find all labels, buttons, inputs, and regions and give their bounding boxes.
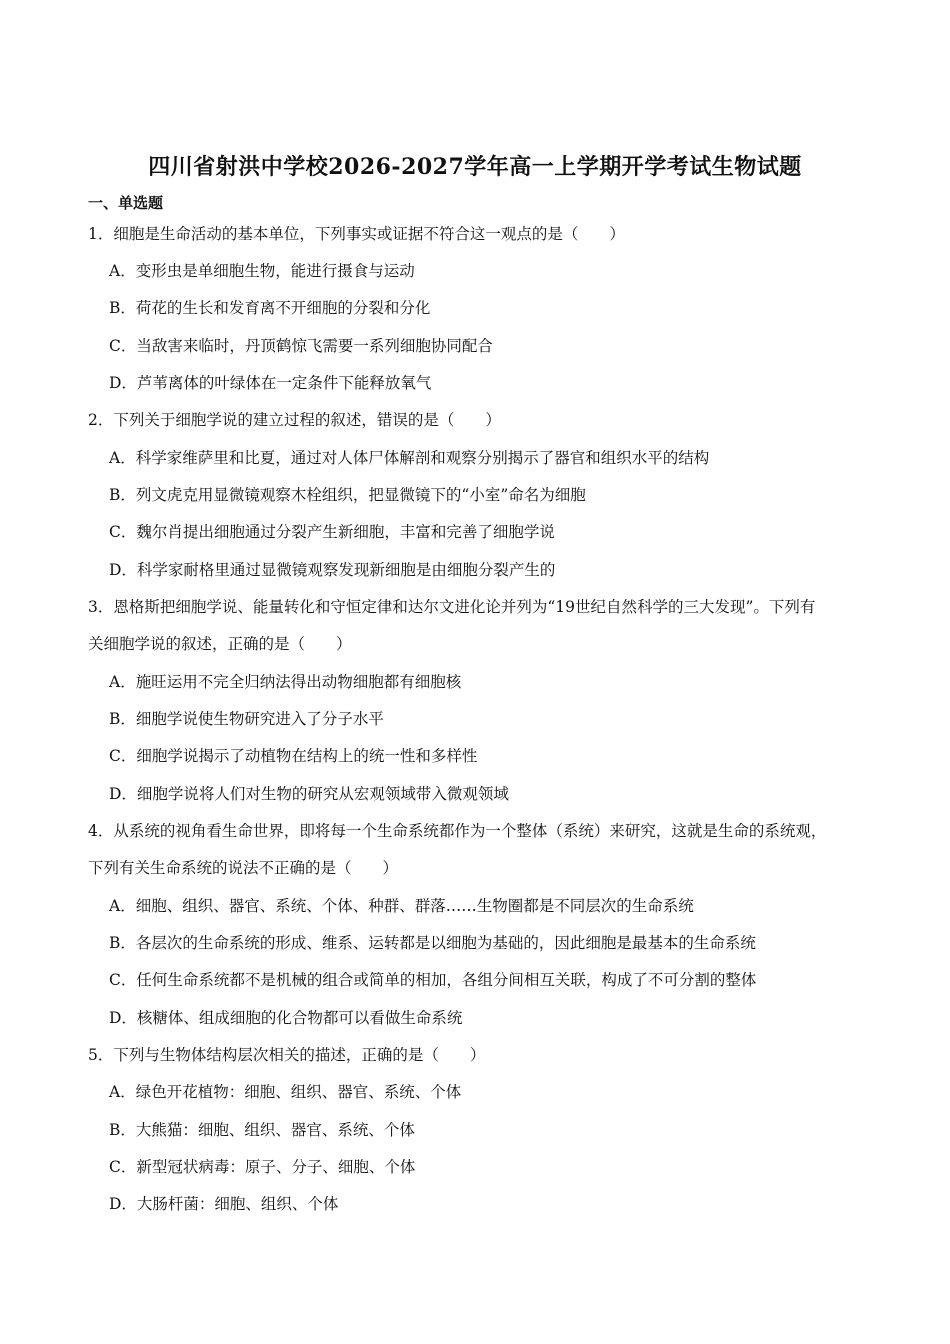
question-5-option-d: D．大肠杆菌：细胞、组织、个体 [109, 1195, 339, 1213]
question-3-option-a: A．施旺运用不完全归纳法得出动物细胞都有细胞核 [109, 673, 462, 691]
question-5-stem: 5．下列与生物体结构层次相关的描述，正确的是（ ） [88, 1046, 486, 1064]
question-2-stem: 2．下列关于细胞学说的建立过程的叙述，错误的是（ ） [88, 411, 501, 429]
question-3-option-d: D．细胞学说将人们对生物的研究从宏观领域带入微观领域 [109, 785, 509, 803]
question-4-option-d: D．核糖体、组成细胞的化合物都可以看做生命系统 [109, 1009, 463, 1027]
question-5-option-a: A．绿色开花植物：细胞、组织、器官、系统、个体 [109, 1083, 462, 1101]
question-1-stem: 1．细胞是生命活动的基本单位，下列事实或证据不符合这一观点的是（ ） [88, 225, 625, 243]
question-4-option-a: A．细胞、组织、器官、系统、个体、种群、群落……生物圈都是不同层次的生命系统 [109, 897, 694, 915]
question-1-option-b: B．荷花的生长和发育离不开细胞的分裂和分化 [109, 299, 431, 317]
question-3-option-c: C．细胞学说揭示了动植物在结构上的统一性和多样性 [109, 747, 478, 765]
question-2-option-a: A．科学家维萨里和比夏，通过对人体尸体解剖和观察分别揭示了器官和组织水平的结构 [109, 449, 710, 467]
question-2-option-d: D．科学家耐格里通过显微镜观察发现新细胞是由细胞分裂产生的 [109, 561, 556, 579]
question-1-option-a: A．变形虫是单细胞生物，能进行摄食与运动 [109, 262, 415, 280]
question-1-option-c: C．当敌害来临时，丹顶鹤惊飞需要一系列细胞协同配合 [109, 337, 493, 355]
question-4-option-c: C．任何生命系统都不是机械的组合或简单的相加，各组分间相互关联，构成了不可分割的整体 [109, 971, 757, 989]
question-5-option-b: B．大熊猫：细胞、组织、器官、系统、个体 [109, 1121, 415, 1139]
question-5-option-c: C．新型冠状病毒：原子、分子、细胞、个体 [109, 1158, 416, 1176]
question-3-option-b: B．细胞学说使生物研究进入了分子水平 [109, 710, 384, 728]
question-3-stem-line-2: 关细胞学说的叙述，正确的是（ ） [88, 635, 352, 653]
question-4-option-b: B．各层次的生命系统的形成、维系、运转都是以细胞为基础的，因此细胞是最基本的生命系统 [109, 934, 756, 952]
page-title: 四川省射洪中学校2026-2027学年高一上学期开学考试生物试题 [148, 154, 802, 180]
question-4-stem-line-1: 4．从系统的视角看生命世界，即将每一个生命系统都作为一个整体（系统）来研究，这就是生命的系统观， [88, 822, 827, 840]
question-2-option-b: B．列文虎克用显微镜观察木栓组织，把显微镜下的“小室”命名为细胞 [109, 486, 586, 504]
question-4-stem-line-2: 下列有关生命系统的说法不正确的是（ ） [88, 859, 399, 877]
question-1-option-d: D．芦苇离体的叶绿体在一定条件下能释放氧气 [109, 374, 432, 392]
section-heading: 一、单选题 [88, 194, 164, 212]
question-2-option-c: C．魏尔肖提出细胞通过分裂产生新细胞，丰富和完善了细胞学说 [109, 523, 555, 541]
question-3-stem-line-1: 3．恩格斯把细胞学说、能量转化和守恒定律和达尔文进化论并列为“19世纪自然科学的三大发现”。下列有 [88, 598, 816, 616]
